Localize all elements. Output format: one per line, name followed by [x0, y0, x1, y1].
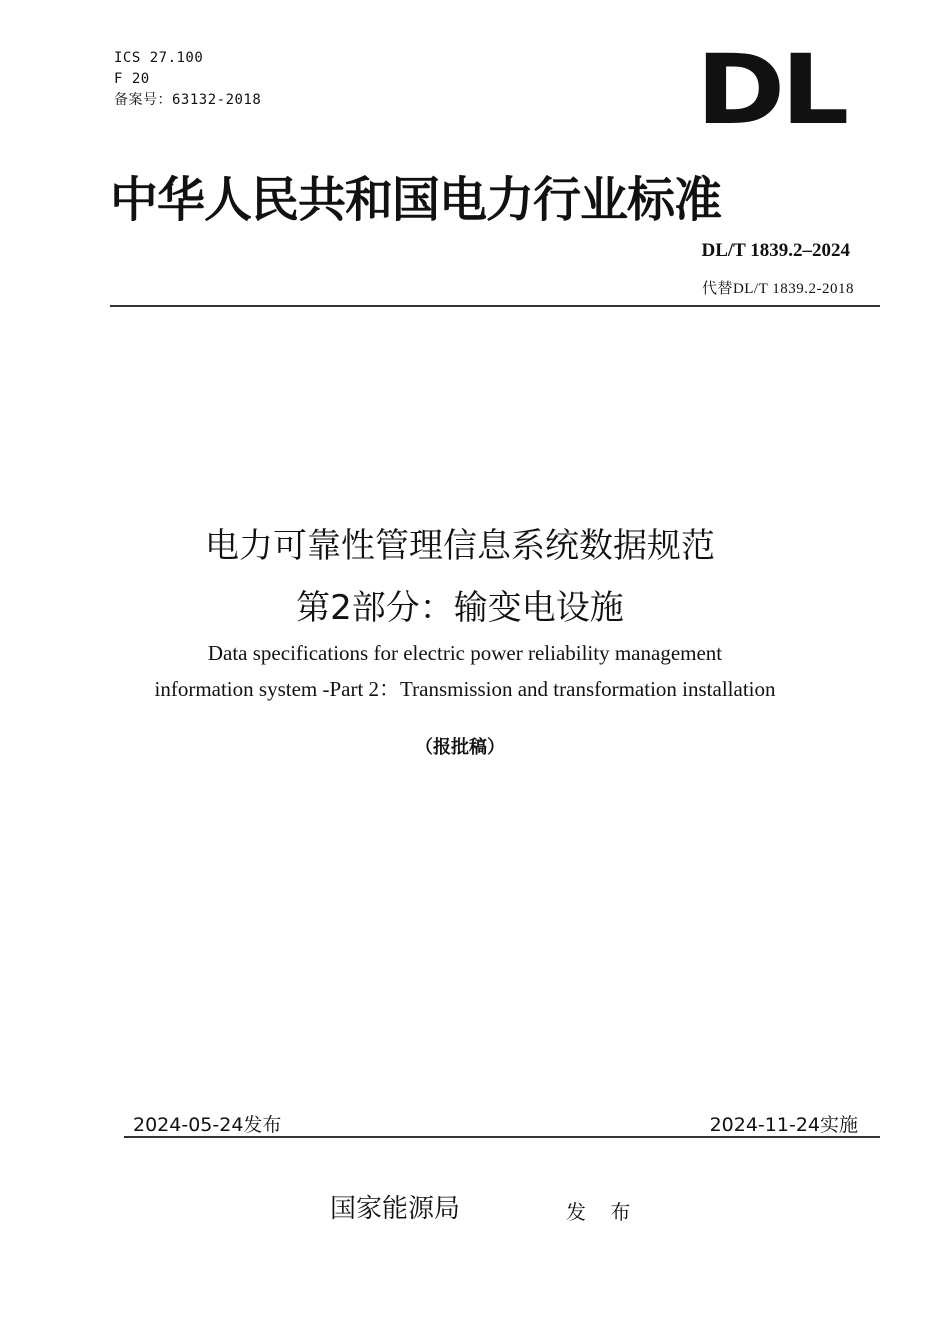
ics-code: ICS 27.100 [114, 50, 204, 66]
classification-block [114, 48, 261, 111]
title-en-line2: information system -Part 2：Transmission and transformation installation [154, 677, 776, 701]
standard-number: DL/T 1839.2–2024 [701, 240, 850, 261]
top-divider [110, 305, 880, 307]
filing-number: 备案号：63132-2018 [114, 92, 262, 108]
issuer: 国家能源局 [330, 1194, 461, 1224]
publish-date: 2024-05-24发布 [133, 1114, 282, 1136]
banner-title: 中华人民共和国电力行业标准 [110, 172, 722, 228]
bottom-divider [124, 1136, 880, 1138]
implement-date: 2024-11-24实施 [709, 1114, 858, 1136]
title-en-line1: Data specifications for electric power reliability management [207, 641, 723, 665]
title-cn-line2: 第2部分：输变电设施 [296, 588, 624, 628]
replaces-standard: 代替DL/T 1839.2-2018 [701, 281, 854, 297]
draft-status: （报批稿） [415, 737, 505, 758]
dl-logo: DL [696, 34, 845, 146]
issue-word: 发 布 [566, 1200, 631, 1224]
title-cn-line1: 电力可靠性管理信息系统数据规范 [205, 526, 715, 566]
ccs-code: F 20 [114, 71, 150, 87]
